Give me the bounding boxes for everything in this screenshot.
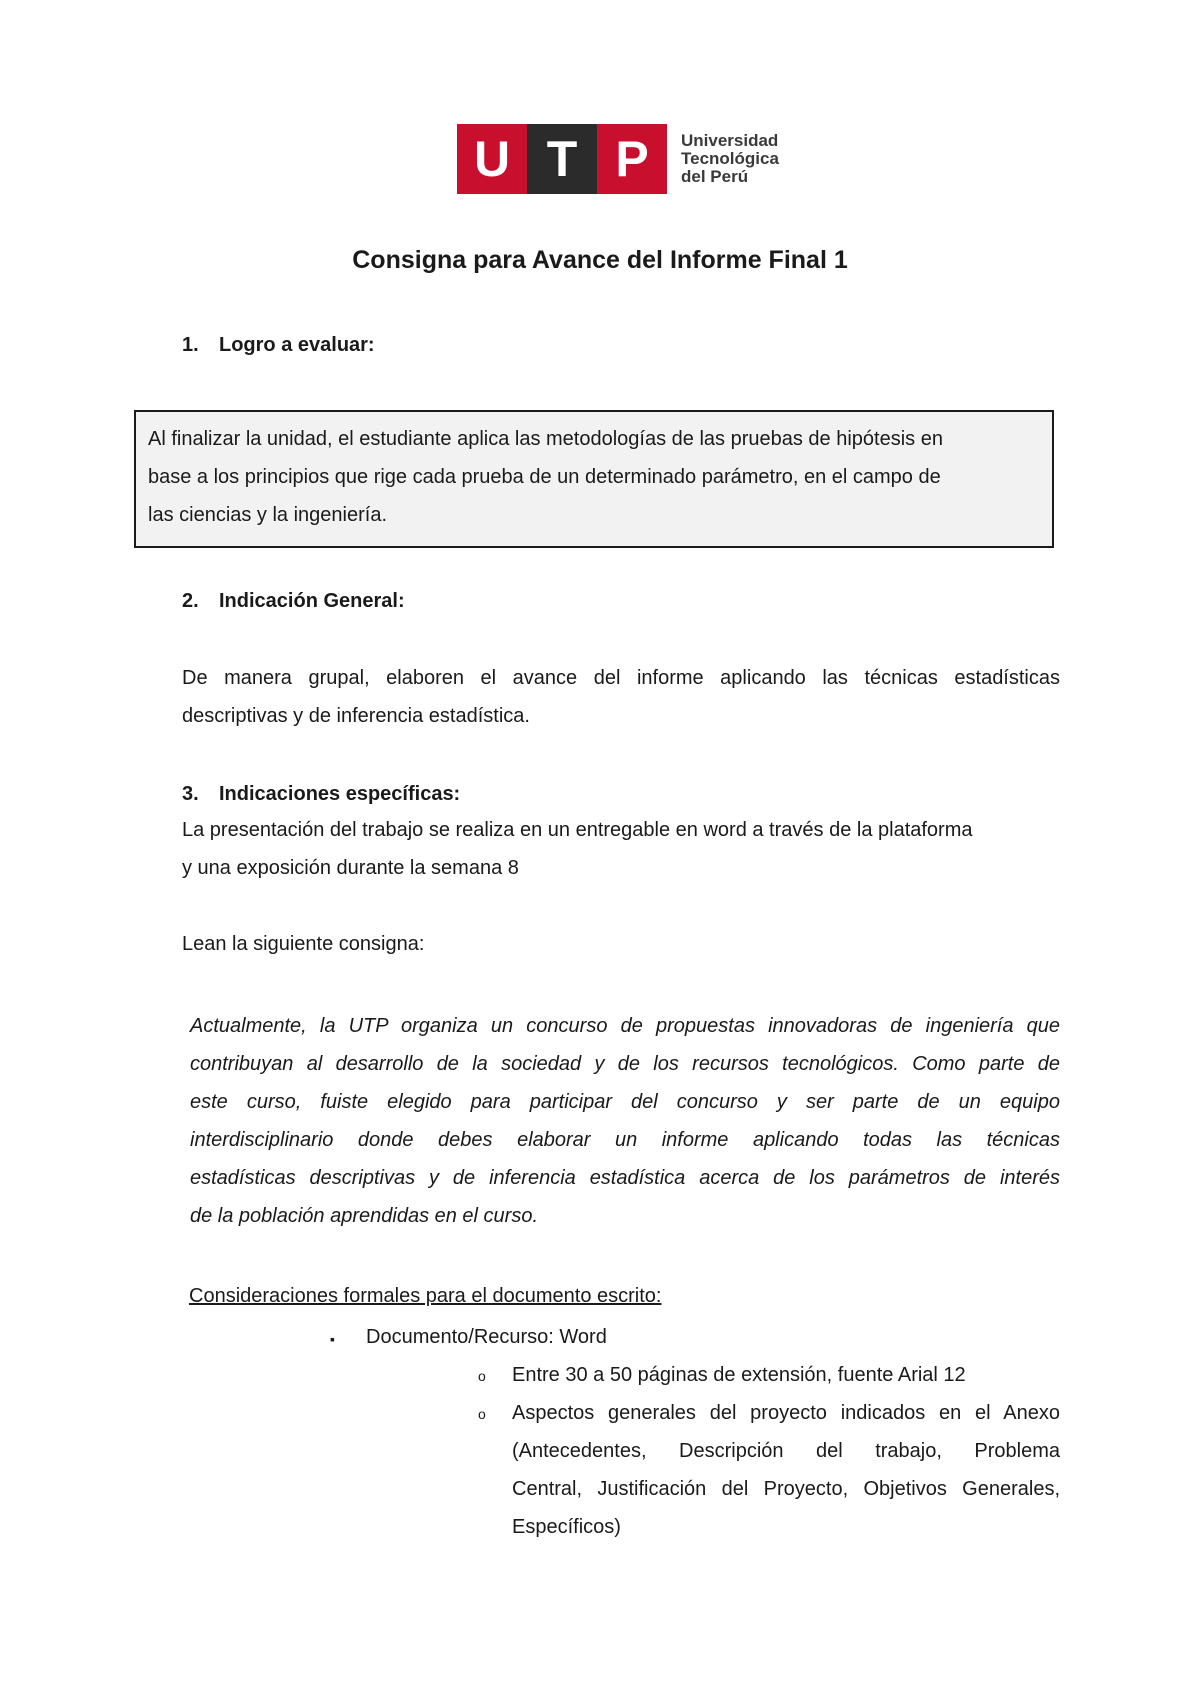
section-2-heading (182, 590, 405, 613)
paragraph-line: De manera grupal, elaboren el avance del informe aplicando las técnicas estadísticas (182, 667, 1060, 689)
bullet-item: Documento/Recurso: Word (366, 1326, 607, 1348)
square-bullet-icon: ▪ (330, 1331, 335, 1347)
instruction-text: Lean la siguiente consigna: (182, 933, 425, 955)
document-title: Consigna para Avance del Informe Final 1 (352, 246, 848, 274)
paragraph-line: Aspectos generales del proyecto indicados en el Anexo (512, 1402, 1060, 1424)
paragraph-line: estadísticas descriptivas y de inferencia estadística acerca de los parámetros de interés (190, 1167, 1060, 1189)
paragraph-line: contribuyan al desarrollo de la sociedad y de los recursos tecnológicos. Como parte de (190, 1053, 1060, 1075)
circle-bullet-icon: o (478, 1368, 486, 1384)
utp-logo (457, 124, 779, 194)
achievement-line: base a los principios que rige cada prueba de un determinado parámetro, en el campo de (148, 466, 941, 488)
logo-letter-u: U (457, 124, 527, 194)
paragraph-line: de la población aprendidas en el curso. (190, 1205, 539, 1227)
paragraph-line: descriptivas y de inferencia estadística. (182, 705, 530, 727)
paragraph-line: Actualmente, la UTP organiza un concurso de propuestas innovadoras de ingeniería que (190, 1015, 1060, 1037)
section-number: 2. (182, 590, 199, 612)
section-number: 3. (182, 783, 199, 805)
specific-indications-paragraph (182, 811, 1060, 887)
paragraph-line: y una exposición durante la semana 8 (182, 857, 519, 879)
section-title: Logro a evaluar: (219, 334, 375, 356)
logo-letter-p: P (597, 124, 667, 194)
scenario-paragraph (190, 1007, 1060, 1235)
sub-bullet-item (512, 1394, 1060, 1546)
paragraph-line: Específicos) (512, 1516, 621, 1538)
logo-university-name: Universidad Tecnológica del Perú (681, 131, 779, 186)
section-3-heading (182, 783, 460, 806)
achievement-box (134, 410, 1054, 548)
paragraph-line: (Antecedentes, Descripción del trabajo, Problema (512, 1440, 1060, 1462)
paragraph-line: este curso, fuiste elegido para participar del concurso y ser parte de un equipo (190, 1091, 1060, 1113)
section-number: 1. (182, 334, 199, 356)
general-indication-paragraph (182, 659, 1060, 735)
logo-letter-t: T (527, 124, 597, 194)
paragraph-line: La presentación del trabajo se realiza en un entregable en word a través de la plataforma (182, 819, 973, 841)
section-title: Indicaciones específicas: (219, 783, 461, 805)
paragraph-line: Central, Justificación del Proyecto, Objetivos Generales, (512, 1478, 1060, 1500)
circle-bullet-icon: o (478, 1406, 486, 1422)
paragraph-line: interdisciplinario donde debes elaborar un informe aplicando todas las técnicas (190, 1129, 1060, 1151)
sub-bullet-item: Entre 30 a 50 páginas de extensión, fuente Arial 12 (512, 1364, 966, 1386)
considerations-heading: Consideraciones formales para el documento escrito: (189, 1285, 662, 1307)
section-1-heading (182, 334, 375, 357)
achievement-line: Al finalizar la unidad, el estudiante aplica las metodologías de las pruebas de hipótesis en (148, 428, 943, 450)
section-title: Indicación General: (219, 590, 405, 612)
achievement-line: las ciencias y la ingeniería. (148, 504, 388, 526)
